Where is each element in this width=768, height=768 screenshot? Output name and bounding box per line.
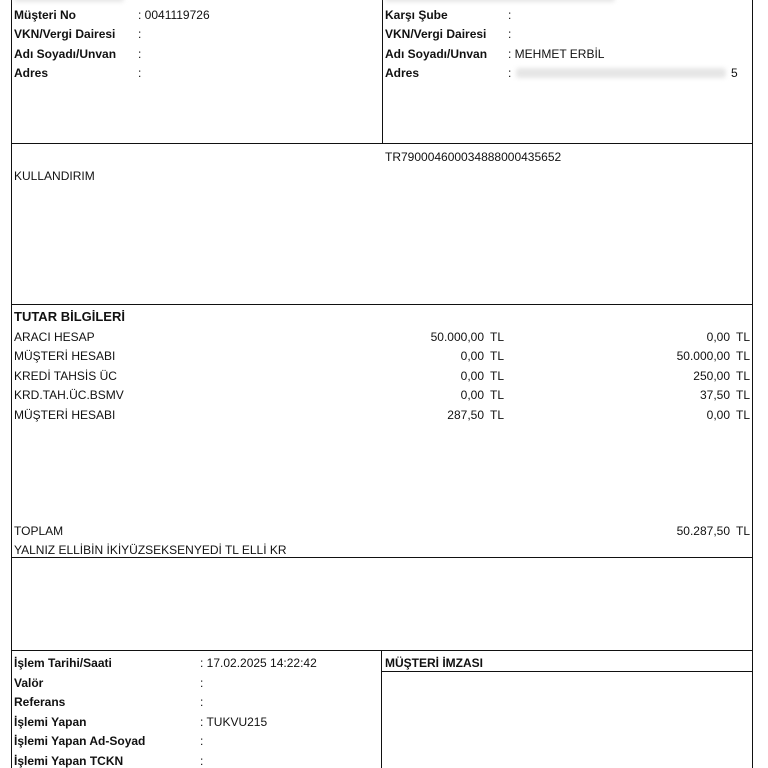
rule-after-amounts xyxy=(11,557,753,558)
total-label: TOPLAM xyxy=(14,524,64,538)
right-label-address: Adres xyxy=(385,66,420,80)
left-value-customer-no: : 0041119726 xyxy=(138,8,210,22)
right-label-branch: Karşı Şube xyxy=(385,8,448,22)
txn-label-value-date: Valör xyxy=(14,676,44,690)
frame-right-border xyxy=(752,0,753,768)
amount-row-credit-currency: TL xyxy=(736,388,751,402)
amount-row-credit: 37,50 xyxy=(699,388,730,402)
txn-value-reference: : xyxy=(200,695,204,709)
amount-row-debit-currency: TL xyxy=(490,349,505,363)
amount-row-credit: 250,00 xyxy=(693,369,730,383)
cropped-top-row-left xyxy=(14,0,124,2)
amount-row-debit-currency: TL xyxy=(490,408,505,422)
txn-value-value-date: : xyxy=(200,676,204,690)
left-label-address: Adres xyxy=(14,66,49,80)
amount-row-credit-currency: TL xyxy=(736,330,751,344)
total-currency: TL xyxy=(736,524,751,538)
amount-row-debit: 0,00 xyxy=(460,388,484,402)
description-text: KULLANDIRIM xyxy=(14,169,95,183)
party-divider xyxy=(382,0,383,144)
txn-value-operator-name: : xyxy=(200,734,204,748)
left-label-name: Adı Soyadı/Unvan xyxy=(14,47,117,61)
txn-value-operator-tckn: : xyxy=(200,754,204,768)
amounts-title: TUTAR BİLGİLERİ xyxy=(14,309,125,324)
iban: TR790004600034888000435652 xyxy=(385,150,562,164)
amount-in-words: YALNIZ ELLİBİN İKİYÜZSEKSENYEDİ TL ELLİ KR xyxy=(14,543,287,557)
rule-after-parties xyxy=(11,143,753,144)
txn-label-operator-tckn: İşlemi Yapan TCKN xyxy=(14,754,124,768)
left-value-name: : xyxy=(138,47,142,61)
txn-value-operator: : TUKVU215 xyxy=(200,715,268,729)
amount-row-debit: 0,00 xyxy=(460,369,484,383)
amount-row-credit-currency: TL xyxy=(736,349,751,363)
amount-row-debit-currency: TL xyxy=(490,330,505,344)
right-address-tail: 5 xyxy=(731,66,738,80)
amount-row-name: KRD.TAH.ÜC.BSMV xyxy=(14,388,124,402)
amount-row-debit-currency: TL xyxy=(490,369,505,383)
left-label-customer-no: Müşteri No xyxy=(14,8,77,22)
right-label-name: Adı Soyadı/Unvan xyxy=(385,47,488,61)
amount-row-credit: 50.000,00 xyxy=(676,349,730,363)
amount-row-name: MÜŞTERİ HESABI xyxy=(14,408,116,422)
right-value-name: : MEHMET ERBİL xyxy=(508,47,605,61)
txn-label-reference: Referans xyxy=(14,695,66,709)
cropped-top-row-right xyxy=(385,0,615,2)
amount-row-name: ARACI HESAP xyxy=(14,330,95,344)
left-value-address: : xyxy=(138,66,142,80)
amount-row-debit: 50.000,00 xyxy=(430,330,484,344)
frame-left-border xyxy=(11,0,12,768)
left-value-tax: : xyxy=(138,27,142,41)
rule-after-blank xyxy=(11,650,753,651)
redacted-address xyxy=(516,68,726,78)
amount-row-credit: 0,00 xyxy=(706,330,730,344)
txn-label-operator: İşlemi Yapan xyxy=(14,715,87,729)
rule-after-description xyxy=(11,304,753,305)
right-value-tax: : xyxy=(508,27,512,41)
left-label-tax: VKN/Vergi Dairesi xyxy=(14,27,116,41)
txn-value-datetime: : 17.02.2025 14:22:42 xyxy=(200,656,317,670)
amount-row-credit-currency: TL xyxy=(736,408,751,422)
signature-area xyxy=(382,672,752,768)
right-value-branch: : xyxy=(508,8,512,22)
right-label-tax: VKN/Vergi Dairesi xyxy=(385,27,487,41)
amount-row-debit: 0,00 xyxy=(460,349,484,363)
total-value: 50.287,50 xyxy=(676,524,730,538)
txn-label-datetime: İşlem Tarihi/Saati xyxy=(14,656,112,670)
amount-row-credit: 0,00 xyxy=(706,408,730,422)
amount-row-debit-currency: TL xyxy=(490,388,505,402)
amount-row-credit-currency: TL xyxy=(736,369,751,383)
txn-label-operator-name: İşlemi Yapan Ad-Soyad xyxy=(14,734,146,748)
right-value-address: : xyxy=(508,66,512,80)
amount-row-name: MÜŞTERİ HESABI xyxy=(14,349,116,363)
signature-label: MÜŞTERİ İMZASI xyxy=(385,656,483,670)
amount-row-debit: 287,50 xyxy=(447,408,484,422)
amount-row-name: KREDİ TAHSİS ÜC xyxy=(14,369,117,383)
